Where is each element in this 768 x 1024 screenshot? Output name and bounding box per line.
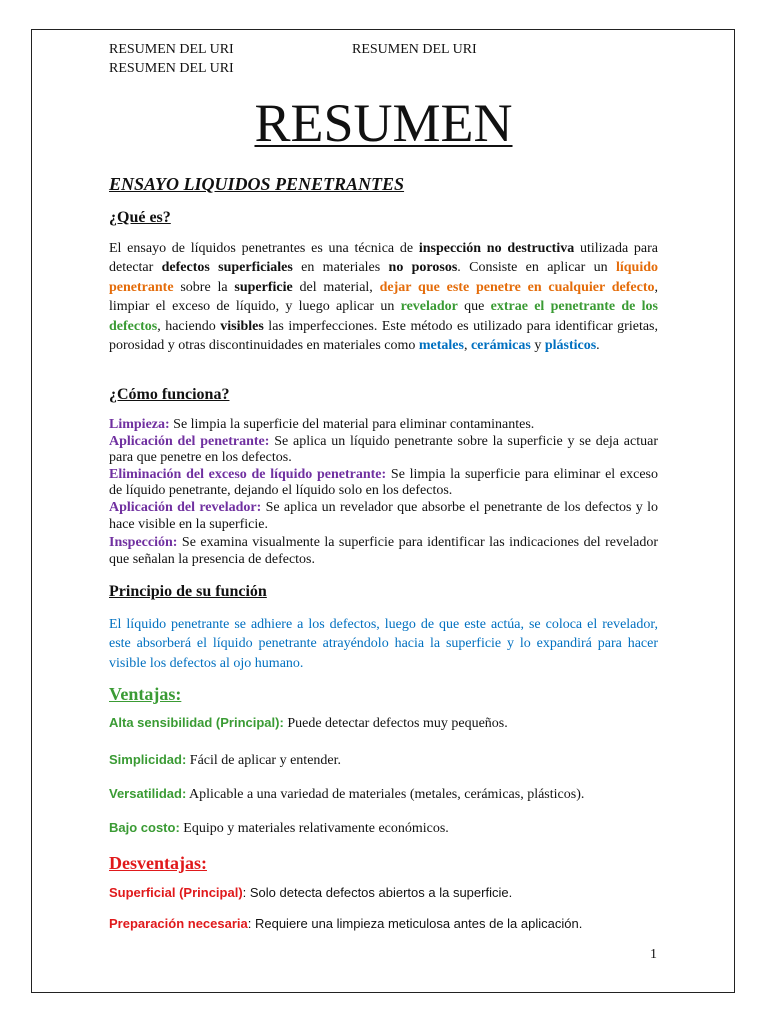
step-item: Eliminación del exceso de líquido penetrante: Se limpia la superficie para eliminar el exceso de líquido penetrante, dejando el líquido solo en los defectos. [109,466,658,499]
que-es-paragraph: El ensayo de líquidos penetrantes es una técnica de inspección no destructiva utilizada para detectar defectos superficiales en materiales no porosos. Consiste en aplicar un líquido penetrante sobre la superficie del material, dejar que este penetre en cualquier defecto, limpiar el exceso de líquido, y luego aplicar un revelador que extrae el penetrante de los defectos, haciendo visibles las imperfecciones. Este método es utilizado para identificar grietas, porosidad y otras discontinuidades en materiales como metales, cerámicas y plásticos. [109,241,659,354]
heading-que-es: ¿Qué es? [109,209,171,226]
heading-desventajas: Desventajas: [109,853,207,873]
principio-paragraph: El líquido penetrante se adhiere a los defectos, luego de que este actúa, se coloca el revelador, este absorberá el líquido penetrante atrayéndolo hacia la superficie y lo expandirá para hacer visible los defectos al ojo humano. [109,617,658,671]
ventaja-item: Bajo costo: Equipo y materiales relativamente económicos. [109,820,449,836]
header-right-top: RESUMEN DEL URI [352,42,477,57]
header-left-top: RESUMEN DEL URI [109,42,234,57]
ventaja-item: Alta sensibilidad (Principal): Puede detectar defectos muy pequeños. [109,715,508,731]
heading-ventajas: Ventajas: [109,684,182,704]
step-item: Inspección: Se examina visualmente la superficie para identificar las indicaciones del revelador que señalan la presencia de defectos. [109,535,658,567]
heading-como-funciona: ¿Cómo funciona? [109,386,230,403]
step-item: Aplicación del revelador: Se aplica un revelador que absorbe el penetrante de los defectos y lo hace visible en la superficie. [109,499,659,532]
page-title: RESUMEN [254,93,513,153]
desventaja-item: Superficial (Principal): Solo detecta defectos abiertos a la superficie. [109,885,513,900]
desventaja-item: Preparación necesaria: Requiere una limpieza meticulosa antes de la aplicación. [109,916,583,931]
heading-principio: Principio de su función [109,583,267,600]
step-item: Aplicación del penetrante: Se aplica un líquido penetrante sobre la superficie y se deja actuar para que penetre en los defectos. [109,433,658,466]
steps-list [109,417,658,568]
header-left-bottom: RESUMEN DEL URI [109,61,234,76]
document-subtitle: ENSAYO LIQUIDOS PENETRANTES [109,174,405,194]
ventaja-item: Versatilidad: Aplicable a una variedad de materiales (metales, cerámicas, plásticos). [109,786,585,802]
step-item: Limpieza: Se limpia la superficie del material para eliminar contaminantes. [109,417,535,432]
page-number: 1 [650,947,657,962]
ventaja-item: Simplicidad: Fácil de aplicar y entender. [109,752,342,768]
